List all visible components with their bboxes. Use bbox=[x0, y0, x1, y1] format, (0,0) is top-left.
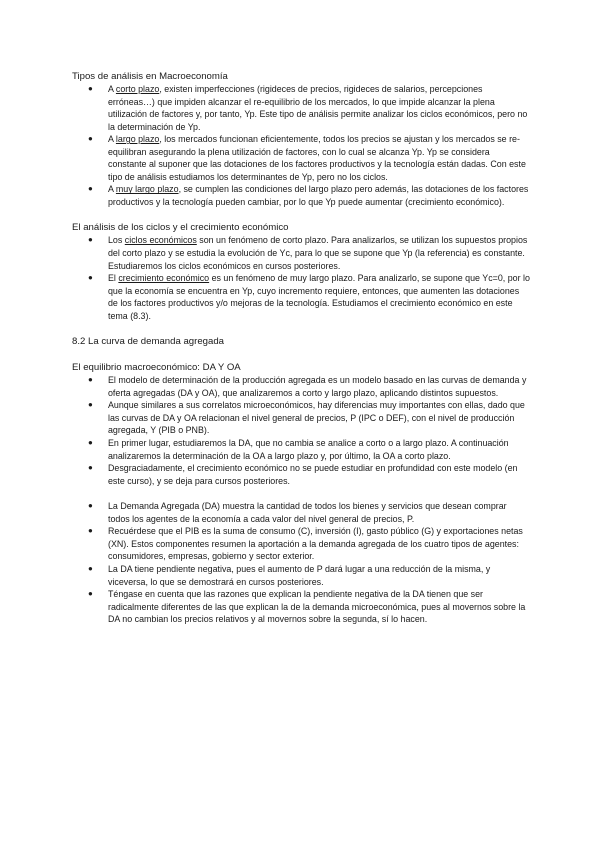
list-tipos bbox=[72, 83, 530, 208]
bullet-icon: ● bbox=[88, 84, 93, 93]
bullet-icon: ● bbox=[88, 184, 93, 194]
underlined-term: crecimiento económico bbox=[118, 273, 210, 284]
list-item: ● El crecimiento económico es un fenómeno de muy largo plazo. Para analizarlo, se supone que Yc=0, por lo que la economía se encuentra en Yp, cuyo incremento requiere, entonces, que aumenten las dotaciones de los factores productivos y/o mejoras de la tecnología. Estudiamos el crecimiento económico en este tema (8.3). bbox=[88, 273, 530, 321]
bullet-icon: ● bbox=[88, 235, 93, 245]
list-ciclos bbox=[72, 234, 530, 322]
section-heading-curva: 8.2 La curva de demanda agregada bbox=[72, 336, 225, 348]
bullet-icon: ● bbox=[88, 463, 93, 473]
list-equilibrio bbox=[72, 374, 530, 487]
list-item: ● A muy largo plazo, se cumplen las condiciones del largo plazo pero además, las dotaciones de los factores productivos y la tecnología pueden cambiar, por lo que Yp puede aumentar (crecimiento económico). bbox=[88, 184, 529, 207]
underlined-term: ciclos económicos bbox=[124, 235, 197, 246]
bullet-icon: ● bbox=[88, 589, 93, 599]
list-item: ● La DA tiene pendiente negativa, pues el aumento de P dará lugar a una reducción de la misma, y viceversa, lo que se demostrará en cursos posteriores. bbox=[88, 563, 491, 587]
list-item: ● Aunque similares a sus correlatos microeconómicos, hay diferencias muy importantes con ellas, dado que las curvas de DA y OA relacionan el nivel general de precios, P (IPC o DEF), con el nivel de producción agregada, Y (PIB o PNB). bbox=[88, 400, 525, 436]
list-item: ● Los ciclos económicos son un fenómeno de corto plazo. Para analizarlos, se utilizan los supuestos propios del corto plazo y se estudia la evolución de Yc, para lo que se supone que Yp (la referencia) es constante. Estudiaremos los ciclos económicos en cursos posteriores. bbox=[88, 235, 528, 271]
list-item: ● A largo plazo, los mercados funcionan eficientemente, todos los precios se ajustan y los mercados se re-equilibran asegurando la plena utilización de factores, con lo cual se alcanza Yp. Yp se considera constante al suponer que las dotaciones de los factores productivos y la tecnología están dadas. Con este tipo de análisis estudiamos los determinantes de Yp, pero no los ciclos. bbox=[88, 134, 526, 182]
bullet-icon: ● bbox=[88, 501, 93, 511]
bullet-icon: ● bbox=[88, 438, 93, 448]
list-item: ● A corto plazo, existen imperfecciones (rigideces de precios, rigideces de salarios, percepciones erróneas…) que impiden alcanzar el re-equilibrio de los mercados, lo que impide alcanzar la plena utilización de factores y, por tanto, Yp. Este tipo de análisis permite analizar los ciclos económicos, pero no la determinación de Yp. bbox=[88, 84, 528, 132]
section-heading-equilibrio: El equilibrio macroeconómico: DA Y OA bbox=[72, 362, 241, 374]
underlined-term: largo plazo bbox=[115, 134, 160, 145]
list-item: ● En primer lugar, estudiaremos la DA, que no cambia se analice a corto o a largo plazo. A continuación analizaremos la determinación de la OA a largo plazo y, por último, la OA a corto plazo. bbox=[88, 438, 509, 461]
list-item: ● El modelo de determinación de la producción agregada es un modelo basado en las curvas de demanda y oferta agregadas (DA y OA), que analizaremos a corto y largo plazo, aplicando distintos supuestos. bbox=[88, 375, 527, 398]
bullet-icon: ● bbox=[88, 273, 93, 283]
underlined-term: muy largo plazo bbox=[115, 184, 179, 195]
section-heading-ciclos: El análisis de los ciclos y el crecimiento económico bbox=[72, 222, 289, 234]
bullet-icon: ● bbox=[88, 134, 93, 144]
list-item: ● Téngase en cuenta que las razones que explican la pendiente negativa de la DA tienen que ser radicalmente diferentes de las que explican la de la demanda microeconómica, pues al movernos sobre la DA no cambian los precios relativos y al movernos sobre la segunda, sí lo hacen. bbox=[88, 589, 526, 625]
bullet-icon: ● bbox=[88, 526, 93, 536]
underlined-term: corto plazo bbox=[115, 84, 160, 94]
bullet-icon: ● bbox=[88, 400, 93, 410]
list-demanda-agregada bbox=[72, 500, 530, 625]
bullet-icon: ● bbox=[88, 563, 93, 573]
list-item: ● Recuérdese que el PIB es la suma de consumo (C), inversión (I), gasto público (G) y exportaciones netas (XN). Estos componentes resumen la aportación a la demanda agregada de los cuatro tipos de agentes: consumidores, empresas, gobierno y sector exterior. bbox=[88, 526, 523, 562]
list-item: ● La Demanda Agregada (DA) muestra la cantidad de todos los bienes y servicios que desean comprar todos los agentes de la economía a cada valor del nivel general de precios, P. bbox=[88, 501, 507, 524]
section-heading-tipos: Tipos de análisis en Macroeconomía bbox=[72, 71, 228, 82]
bullet-icon: ● bbox=[88, 375, 93, 385]
list-item: ● Desgraciadamente, el crecimiento económico no se puede estudiar en profundidad con este modelo (en este curso), y se deja para cursos posteriores. bbox=[88, 463, 518, 486]
